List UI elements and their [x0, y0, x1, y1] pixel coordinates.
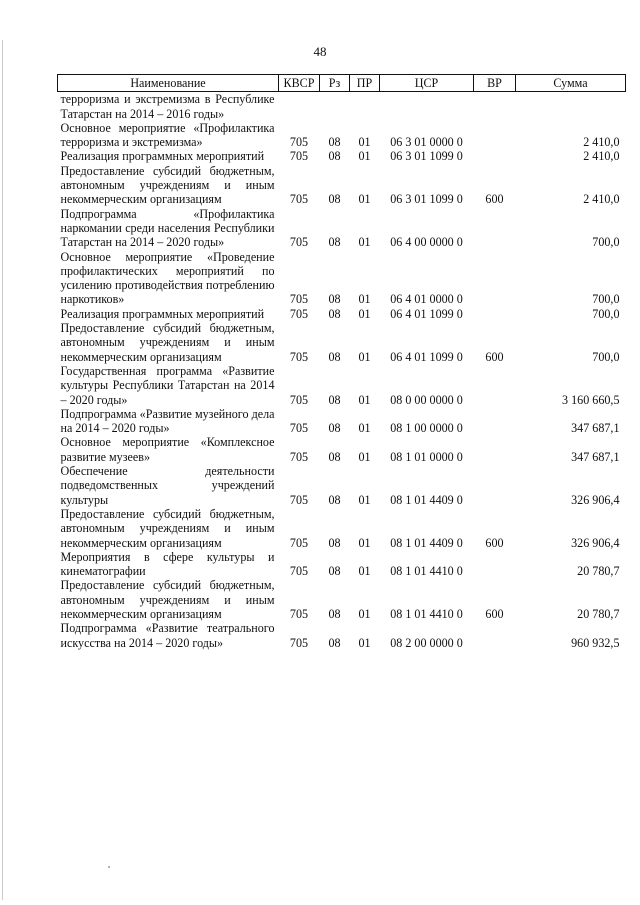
cell-kvsr: 705: [289, 421, 309, 436]
cell-csr: [380, 92, 474, 121]
cell-kvsr: 705: [289, 392, 309, 407]
cell-kvsr: 705: [289, 149, 309, 164]
cell-csr: 06 3 01 1099 0: [390, 149, 463, 164]
cell-rz: 08: [328, 392, 341, 407]
cell-vr: [474, 307, 516, 321]
table-row: [58, 207, 626, 250]
cell-pr: 01: [358, 349, 371, 364]
cell-name: Основное мероприятие «Профилактика терроризма и экстремизма»: [60, 120, 275, 150]
cell-kvsr: 705: [289, 564, 309, 579]
cell-name: Основное мероприятие «Комплексное развитие музеев»: [60, 435, 275, 464]
cell-vr: [474, 149, 516, 163]
cell-name: Обеспечение деятельности подведомственных учреждений культуры: [60, 464, 275, 507]
header-kvsr: КВСР: [279, 75, 320, 92]
cell-vr: [474, 121, 516, 150]
cell-pr: 01: [358, 235, 371, 250]
cell-kvsr: 705: [289, 492, 309, 507]
cell-vr: [474, 250, 516, 307]
cell-kvsr: 705: [289, 135, 309, 150]
cell-vr: 600: [485, 535, 504, 550]
cell-name: Мероприятия в сфере культуры и кинематографии: [60, 549, 275, 579]
table-header: [58, 75, 626, 92]
table-row: [58, 621, 626, 650]
header-csr: ЦСР: [380, 75, 474, 92]
cell-pr: 01: [358, 635, 371, 650]
cell-rz: [320, 92, 350, 121]
cell-name: Основное мероприятие «Проведение профилактических мероприятий по усилению противодействия потреблению наркотиков»: [60, 249, 275, 307]
cell-sum: 2 410,0: [583, 135, 620, 150]
cell-sum: 326 906,4: [571, 492, 620, 507]
cell-csr: 08 2 00 0000 0: [390, 635, 463, 650]
cell-pr: 01: [358, 306, 371, 321]
cell-vr: [474, 207, 516, 250]
cell-csr: 06 4 01 1099 0: [390, 349, 463, 364]
table-row: [58, 464, 626, 507]
cell-name: Предоставление субсидий бюджетным, автономным учреждениям и иным некоммерческим организациям: [60, 163, 275, 207]
cell-sum: 2 410,0: [583, 192, 620, 207]
cell-pr: 01: [358, 535, 371, 550]
cell-kvsr: 705: [289, 449, 309, 464]
cell-rz: 08: [328, 135, 341, 150]
cell-vr: [474, 407, 516, 436]
cell-rz: 08: [328, 149, 341, 164]
table-row: [58, 550, 626, 579]
cell-csr: 08 0 00 0000 0: [390, 392, 463, 407]
table-row: [58, 121, 626, 150]
cell-csr: 06 3 01 1099 0: [390, 192, 463, 207]
cell-sum: 3 160 660,5: [562, 392, 620, 407]
cell-sum: 960 932,5: [571, 635, 620, 650]
table-row: [58, 364, 626, 407]
cell-rz: 08: [328, 564, 341, 579]
cell-csr: 08 1 01 4409 0: [390, 535, 463, 550]
table-row: [58, 250, 626, 307]
cell-rz: 08: [328, 635, 341, 650]
cell-rz: 08: [328, 192, 341, 207]
cell-name: Подпрограмма «Развитие музейного дела на 2014 – 2020 годы»: [60, 406, 275, 436]
cell-pr: 01: [358, 564, 371, 579]
cell-sum: [516, 92, 626, 121]
cell-csr: 08 1 01 4410 0: [390, 606, 463, 621]
cell-name: Предоставление субсидий бюджетным, автономным учреждениям и иным некоммерческим организациям: [60, 321, 275, 364]
cell-name: Подпрограмма «Профилактика наркомании среди населения Республики Татарстан на 2014 – 2020 годы»: [60, 206, 275, 250]
cell-pr: 01: [358, 135, 371, 150]
table-row: [58, 321, 626, 364]
cell-name: терроризма и экстремизма в Республике Татарстан на 2014 – 2016 годы»: [60, 92, 275, 121]
cell-csr: 08 1 01 4410 0: [390, 564, 463, 579]
cell-kvsr: 705: [289, 635, 309, 650]
cell-sum: 700,0: [592, 306, 620, 321]
table-row: [58, 307, 626, 321]
cell-name: Предоставление субсидий бюджетным, автономным учреждениям и иным некоммерческим организациям: [60, 578, 275, 621]
cell-sum: 700,0: [592, 235, 620, 250]
cell-name: Предоставление субсидий бюджетным, автономным учреждениям и иным некоммерческим организациям: [60, 506, 275, 550]
cell-name: Государственная программа «Развитие культуры Республики Татарстан на 2014 – 2020 годы»: [60, 363, 275, 407]
table-row: [58, 435, 626, 464]
scan-artifact: [108, 866, 110, 868]
cell-sum: 20 780,7: [577, 564, 620, 579]
header-pr: ПР: [350, 75, 380, 92]
cell-rz: 08: [328, 606, 341, 621]
cell-rz: 08: [328, 306, 341, 321]
cell-rz: 08: [328, 292, 341, 307]
cell-vr: [474, 435, 516, 464]
table-row: [58, 407, 626, 436]
scan-margin-line: [2, 40, 3, 900]
cell-csr: 06 4 01 0000 0: [390, 292, 463, 307]
cell-vr: 600: [485, 349, 504, 364]
cell-pr: 01: [358, 149, 371, 164]
cell-sum: 347 687,1: [571, 449, 620, 464]
budget-table: [57, 74, 626, 650]
cell-pr: 01: [358, 606, 371, 621]
header-sum: Сумма: [516, 75, 626, 92]
cell-pr: 01: [358, 449, 371, 464]
header-rz: Рз: [320, 75, 350, 92]
cell-kvsr: 705: [289, 535, 309, 550]
cell-sum: 20 780,7: [577, 606, 620, 621]
cell-rz: 08: [328, 421, 341, 436]
cell-sum: 700,0: [592, 349, 620, 364]
cell-vr: [474, 464, 516, 507]
cell-pr: 01: [358, 192, 371, 207]
table-row: [58, 507, 626, 550]
cell-rz: 08: [328, 535, 341, 550]
cell-rz: 08: [328, 349, 341, 364]
table-row: [58, 92, 626, 121]
cell-csr: 06 4 00 0000 0: [390, 235, 463, 250]
table-row: [58, 164, 626, 207]
cell-sum: 2 410,0: [583, 149, 620, 164]
table-row: [58, 578, 626, 621]
cell-kvsr: 705: [289, 235, 309, 250]
cell-rz: 08: [328, 235, 341, 250]
cell-rz: 08: [328, 492, 341, 507]
cell-name: Реализация программных мероприятий: [60, 306, 265, 321]
cell-vr: [474, 364, 516, 407]
cell-vr: 600: [485, 606, 504, 621]
page-number: 48: [313, 44, 327, 59]
cell-pr: 01: [358, 492, 371, 507]
header-name: Наименование: [58, 75, 279, 92]
cell-csr: 06 4 01 1099 0: [390, 306, 463, 321]
cell-rz: 08: [328, 449, 341, 464]
cell-sum: 700,0: [592, 292, 620, 307]
cell-vr: [474, 621, 516, 650]
cell-csr: 08 1 00 0000 0: [390, 421, 463, 436]
cell-kvsr: 705: [289, 292, 309, 307]
cell-kvsr: 705: [289, 606, 309, 621]
table-body: [58, 92, 626, 650]
cell-vr: [474, 550, 516, 579]
cell-pr: 01: [358, 292, 371, 307]
cell-sum: 347 687,1: [571, 421, 620, 436]
cell-csr: 06 3 01 0000 0: [390, 135, 463, 150]
header-vr: ВР: [474, 75, 516, 92]
cell-kvsr: 705: [289, 306, 309, 321]
cell-name: Подпрограмма «Развитие театрального искусства на 2014 – 2020 годы»: [60, 621, 275, 650]
cell-sum: 326 906,4: [571, 535, 620, 550]
cell-name: Реализация программных мероприятий: [60, 149, 265, 164]
cell-vr: [474, 92, 516, 121]
cell-vr: 600: [485, 192, 504, 207]
cell-csr: 08 1 01 4409 0: [390, 492, 463, 507]
cell-pr: 01: [358, 421, 371, 436]
cell-kvsr: 705: [289, 192, 309, 207]
cell-kvsr: [279, 92, 320, 121]
cell-csr: 08 1 01 0000 0: [390, 449, 463, 464]
table-row: [58, 149, 626, 163]
cell-kvsr: 705: [289, 349, 309, 364]
cell-pr: 01: [358, 392, 371, 407]
cell-pr: [350, 92, 380, 121]
